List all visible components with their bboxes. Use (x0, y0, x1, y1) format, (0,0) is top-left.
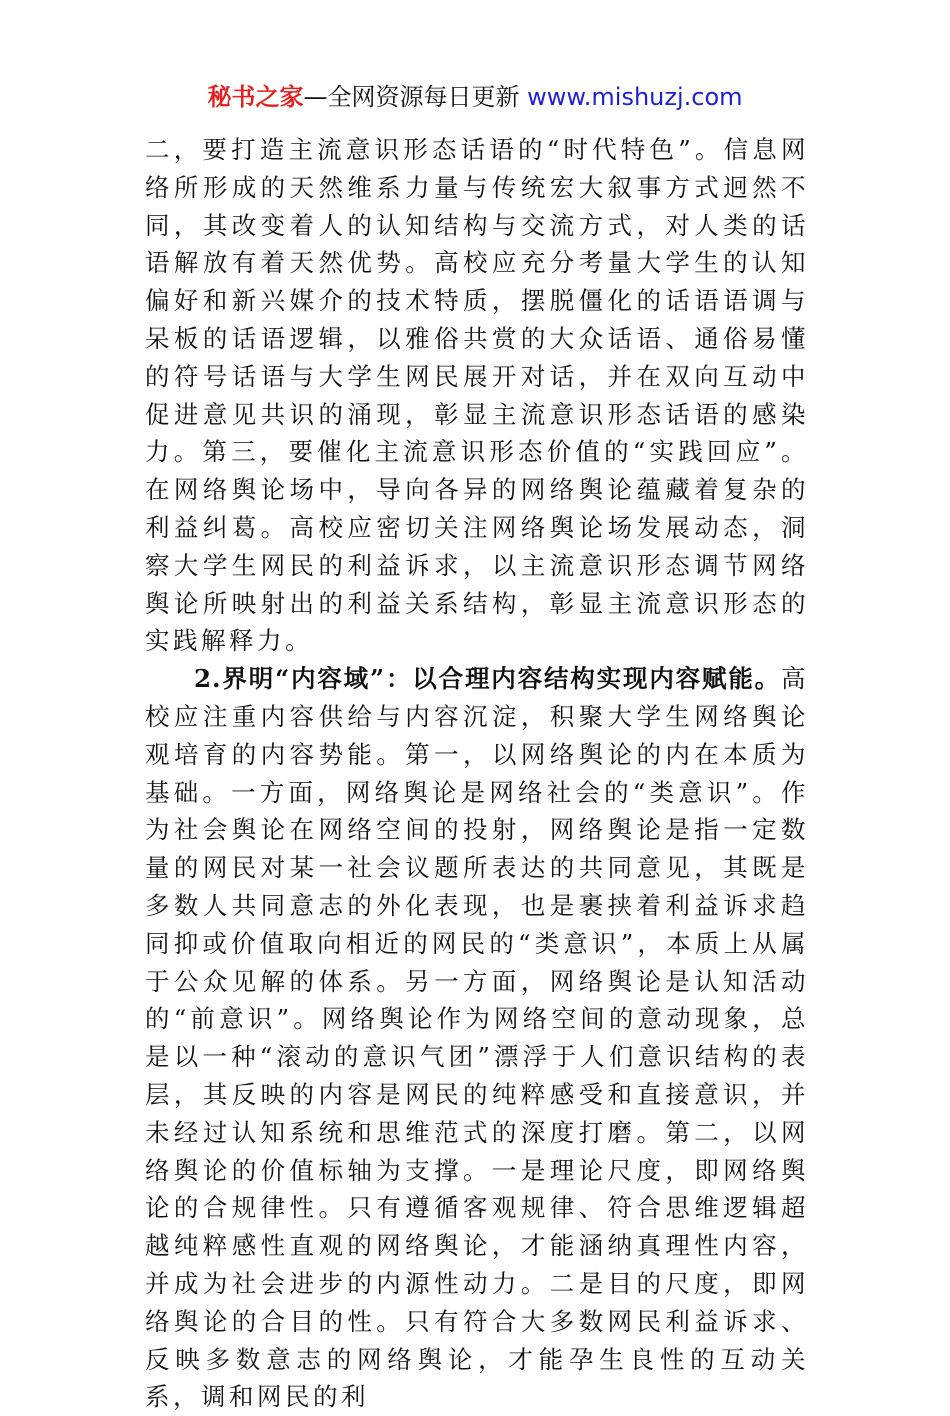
paragraph-2 (145, 660, 809, 1416)
site-url-link[interactable]: www.mishuzj.com (527, 83, 743, 111)
banner-tagline: —全网资源每日更新 (303, 83, 528, 111)
paragraph-1: 二，要打造主流意识形态话语的“时代特色”。信息网络所形成的天然维系力量与传统宏大叙事方式迥然不同，其改变着人的认知结构与交流方式，对人类的话语解放有着天然优势。高校应充分考量大学生的认知偏好和新兴媒介的技术特质，摆脱僵化的话语语调与呆板的话语逻辑，以雅俗共赏的大众话语、通俗易懂的符号话语与大学生网民展开对话，并在双向互动中促进意见共识的涌现，彰显主流意识形态话语的感染力。第三，要催化主流意识形态价值的“实践回应”。在网络舆论场中，导向各异的网络舆论蕴藏着复杂的利益纠葛。高校应密切关注网络舆论场发展动态，洞察大学生网民的利益诉求，以主流意识形态调节网络舆论所映射出的利益关系结构，彰显主流意识形态的实践解释力。 (145, 135, 809, 656)
document-body (145, 131, 809, 1416)
site-banner (0, 80, 950, 114)
paragraph-2-text: 高校应注重内容供给与内容沉淀，积聚大学生网络舆论观培育的内容势能。第一，以网络舆论的内在本质为基础。一方面，网络舆论是网络社会的“类意识”。作为社会舆论在网络空间的投射，网络舆论是指一定数量的网民对某一社会议题所表达的共同意见，其既是多数人共同意志的外化表现，也是裹挟着利益诉求趋同抑或价值取向相近的网民的“类意识”，本质上从属于公众见解的体系。另一方面，网络舆论是认知活动的“前意识”。网络舆论作为网络空间的意动现象，总是以一种“滚动的意识气团”漂浮于人们意识结构的表层，其反映的内容是网民的纯粹感受和直接意识，并未经过认知系统和思维范式的深度打磨。第二，以网络舆论的价值标轴为支撑。一是理论尺度，即网络舆论的合规律性。只有遵循客观规律、符合思维逻辑超越纯粹感性直观的网络舆论，才能涵纳真理性内容，并成为社会进步的内源性动力。二是目的尺度，即网络舆论的合目的性。只有符合大多数网民利益诉求、反映多数意志的网络舆论，才能孕生良性的互动关系，调和网民的利 (145, 664, 809, 1412)
section-heading: 2.界明“内容域”：以合理内容结构实现内容赋能。 (194, 664, 781, 694)
brand-name: 秘书之家 (207, 83, 304, 111)
